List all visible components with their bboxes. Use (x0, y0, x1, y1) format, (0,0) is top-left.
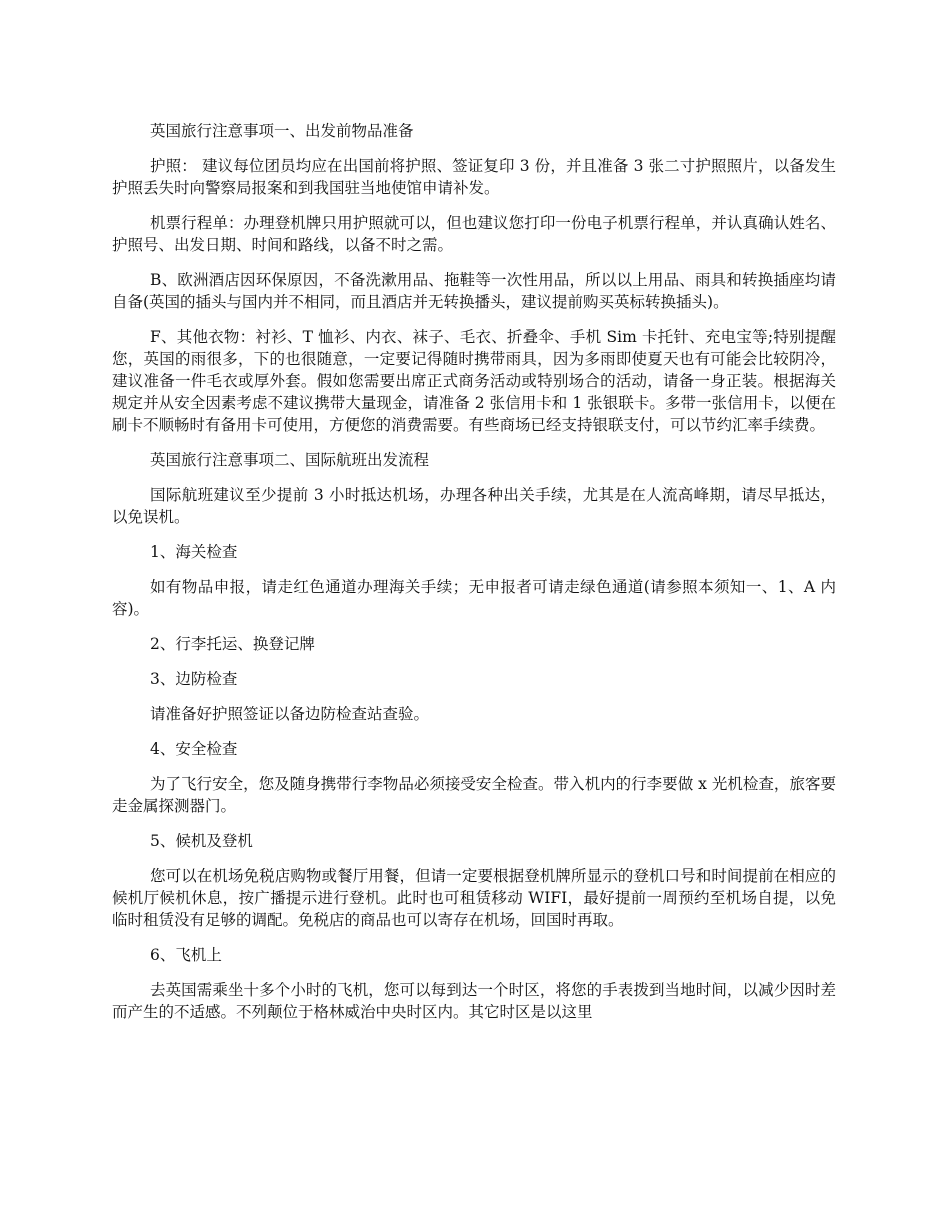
passport-paragraph: 护照： 建议每位团员均应在出国前将护照、签证复印 3 份，并且准备 3 张二寸护照照片，以备发生护照丢失时向警察局报案和到我国驻当地使馆申请补发。 (112, 157, 836, 197)
clothing-paragraph: F、其他衣物：衬衫、T 恤衫、内衣、袜子、毛衣、折叠伞、手机 Sim 卡托针、充电宝等;特别提醒您，英国的雨很多，下的也很随意，一定要记得随时携带雨具，因为多雨即使夏天也有可能会比较阴冷，建议准备一件毛衣或厚外套。假如您需要出席正式商务活动或特别场合的活动，请备一身正装。根据海关规定并从安全因素考虑不建议携带大量现金，请准备 2 张信用卡和 1 张银联卡。多带一张信用卡，以便在刷卡不顺畅时有备用卡可使用，方便您的消费需要。有些商场已经支持银联支付，可以节约汇率手续费。 (112, 328, 836, 434)
step-customs-heading: 1、海关检查 (150, 543, 238, 561)
step-onboard-heading: 6、飞机上 (150, 946, 222, 964)
document-page (112, 120, 836, 1036)
boarding-paragraph: 您可以在机场免税店购物或餐厅用餐，但请一定要根据登机牌所显示的登机口号和时间提前在相应的候机厅候机休息，按广播提示进行登机。此时也可租赁移动 WIFI，最好提前一周预约至机场自提，以免临时租赁没有足够的调配。免税店的商品也可以寄存在机场，回国时再取。 (112, 867, 836, 929)
arrival-time-paragraph: 国际航班建议至少提前 3 小时抵达机场，办理各种出关手续，尤其是在人流高峰期，请尽早抵达，以免误机。 (112, 486, 836, 526)
hotel-supplies-paragraph: B、欧洲酒店因环保原因，不备洗漱用品、拖鞋等一次性用品，所以以上用品、雨具和转换插座均请自备(英国的插头与国内并不相同，而且酒店并无转换播头，建议提前购买英标转换插头)。 (112, 271, 836, 311)
border-paragraph: 请准备好护照签证以备边防检查站查验。 (150, 705, 430, 723)
step-baggage-heading: 2、行李托运、换登记牌 (150, 635, 315, 653)
customs-paragraph: 如有物品申报，请走红色通道办理海关手续；无申报者可请走绿色通道(请参照本须知一、1、A 内容)。 (112, 578, 836, 618)
onboard-paragraph: 去英国需乘坐十多个小时的飞机，您可以每到达一个时区，将您的手表拨到当地时间，以减少因时差而产生的不适感。不列颠位于格林威治中央时区内。其它时区是以这里 (112, 981, 836, 1021)
step-security-heading: 4、安全检查 (150, 740, 238, 758)
section-heading-2: 英国旅行注意事项二、国际航班出发流程 (150, 451, 430, 469)
step-border-heading: 3、边防检查 (150, 670, 238, 688)
section-heading-1: 英国旅行注意事项一、出发前物品准备 (150, 122, 414, 140)
security-paragraph: 为了飞行安全，您及随身携带行李物品必须接受安全检查。带入机内的行李要做 x 光机检查，旅客要走金属探测器门。 (112, 775, 836, 815)
step-boarding-heading: 5、候机及登机 (150, 832, 253, 850)
itinerary-paragraph: 机票行程单：办理登机牌只用护照就可以，但也建议您打印一份电子机票行程单，并认真确认姓名、护照号、出发日期、时间和路线，以备不时之需。 (112, 214, 836, 254)
